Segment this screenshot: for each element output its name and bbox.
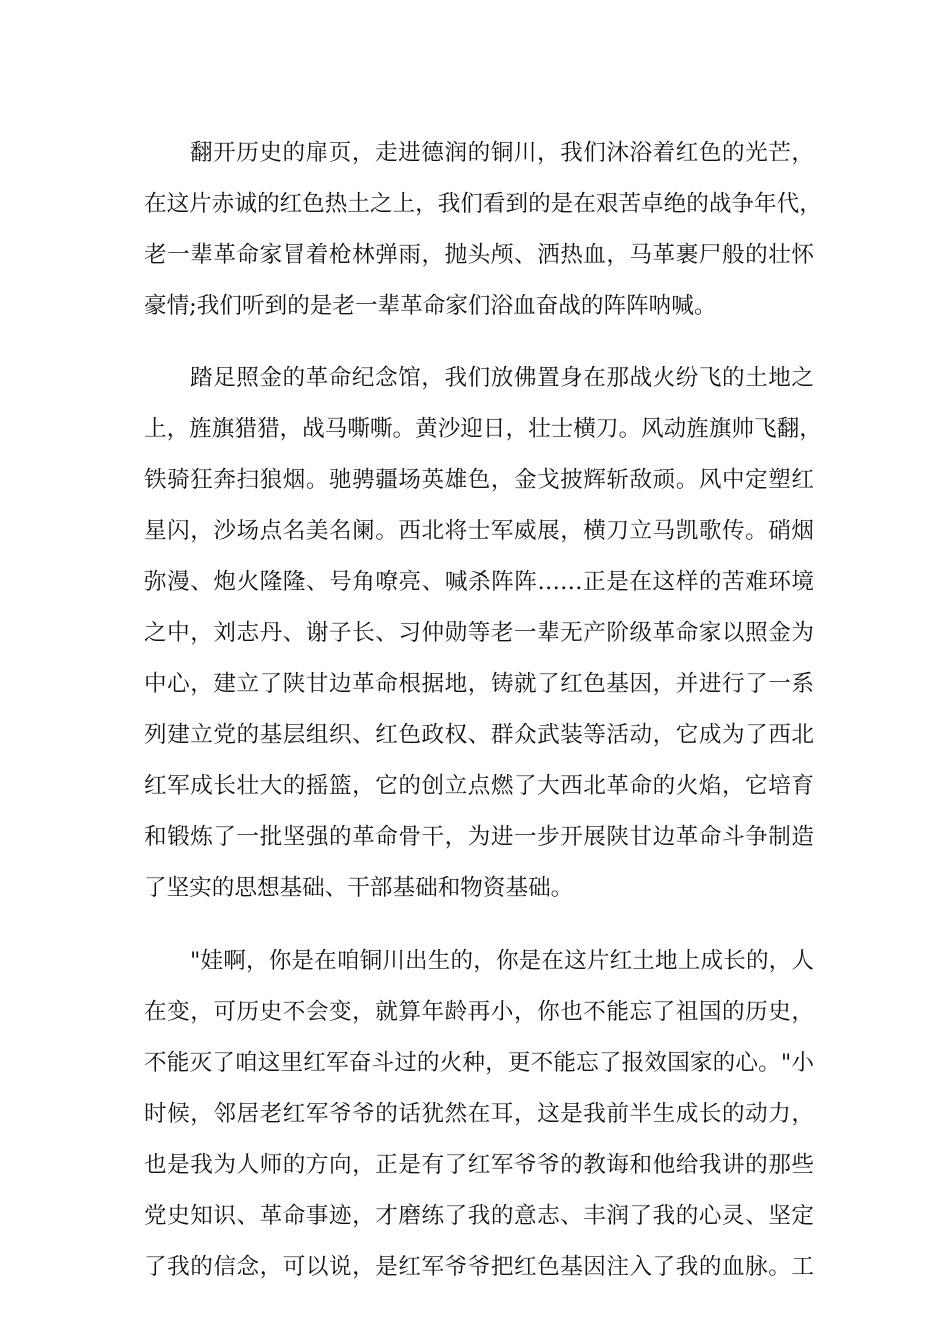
paragraph-line: 也是我为人师的方向，正是有了红军爷爷的教诲和他给我讲的那些 [144, 1152, 814, 1178]
paragraph-line: 了坚实的思想基础、干部基础和物资基础。 [144, 875, 574, 901]
paragraph-line: 和锻炼了一批坚强的革命骨干，为进一步开展陕甘边革命斗争制造 [144, 824, 814, 850]
paragraph-line: 星闪，沙场点名美名阑。西北将士军威展，横刀立马凯歌传。硝烟 [144, 518, 814, 544]
paragraph-line: 踏足照金的革命纪念馆，我们放佛置身在那战火纷飞的土地之 [190, 365, 814, 391]
paragraph-line: 时候，邻居老红军爷爷的话犹然在耳，这是我前半生成长的动力， [144, 1101, 814, 1127]
paragraph-line: 老一辈革命家冒着枪林弹雨，抛头颅、洒热血，马革裹尸般的壮怀 [144, 242, 814, 268]
paragraph-line: 翻开历史的扉页，走进德润的铜川，我们沐浴着红色的光芒， [190, 140, 814, 166]
paragraph-line: 红军成长壮大的摇篮，它的创立点燃了大西北革命的火焰，它培育 [144, 773, 814, 799]
paragraph-line: "娃啊，你是在咱铜川出生的，你是在这片红土地上成长的，人 [190, 948, 814, 974]
paragraph-line: 党史知识、革命事迹，才磨练了我的意志、丰润了我的心灵、坚定 [144, 1203, 814, 1229]
body-text [144, 128, 822, 1293]
paragraph-line: 列建立党的基层组织、红色政权、群众武装等活动，它成为了西北 [144, 722, 814, 748]
paragraph-line: 上，旌旗猎猎，战马嘶嘶。黄沙迎日，壮士横刀。风动旌旗帅飞翻， [144, 416, 822, 442]
paragraph-line: 在这片赤诚的红色热土之上，我们看到的是在艰苦卓绝的战争年代， [144, 191, 822, 217]
paragraph-line: 铁骑狂奔扫狼烟。驰骋疆场英雄色，金戈披辉斩敌顽。风中定塑红 [144, 467, 814, 493]
paragraph-line: 不能灭了咱这里红军奋斗过的火种，更不能忘了报效国家的心。"小 [144, 1050, 814, 1076]
paragraph-2 [144, 353, 822, 914]
paragraph-line: 豪情;我们听到的是老一辈革命家们浴血奋战的阵阵呐喊。 [144, 293, 717, 319]
paragraph-line: 中心，建立了陕甘边革命根据地，铸就了红色基因，并进行了一系 [144, 671, 814, 697]
paragraph-1 [144, 128, 822, 332]
paragraph-line: 弥漫、炮火隆隆、号角嘹亮、喊杀阵阵……正是在这样的苦难环境 [144, 569, 814, 595]
paragraph-line: 之中，刘志丹、谢子长、习仲勋等老一辈无产阶级革命家以照金为 [144, 620, 814, 646]
paragraph-3 [144, 936, 814, 1293]
paragraph-line: 在变，可历史不会变，就算年龄再小，你也不能忘了祖国的历史， [144, 999, 814, 1025]
paragraph-line: 了我的信念，可以说，是红军爷爷把红色基因注入了我的血脉。工 [144, 1254, 814, 1280]
